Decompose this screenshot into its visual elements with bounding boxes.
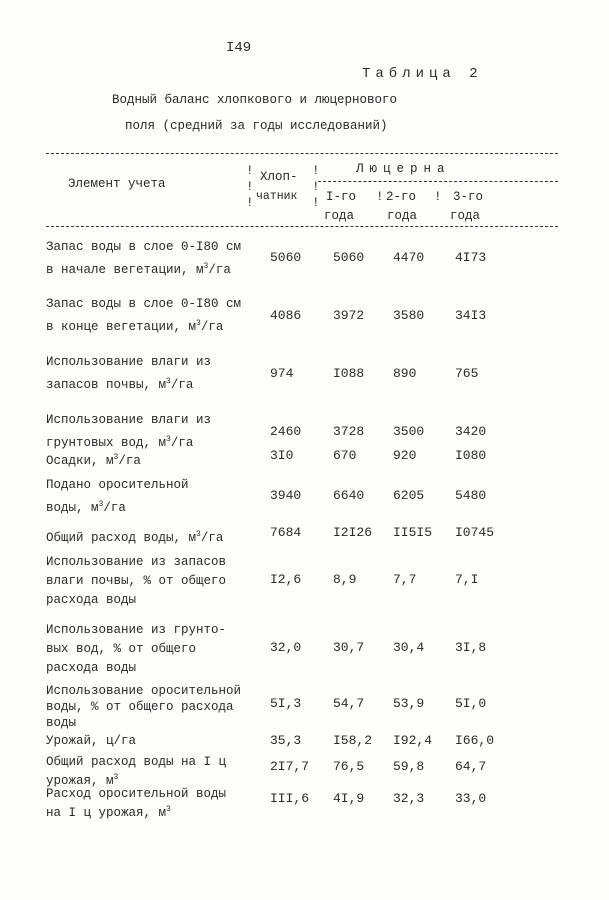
row-label — [46, 525, 223, 548]
row-label-line: воды, $м^3/га$ — [46, 500, 126, 516]
row-value: 7,I — [455, 572, 479, 587]
header-separator: ! — [434, 190, 442, 204]
row-label-line: Общий расход воды, $м^3/га$ — [46, 530, 224, 546]
row-value: 53,9 — [393, 696, 425, 711]
header-cotton-2: чатник — [256, 190, 298, 203]
table-title-line1: Водный баланс хлопкового и люцернового — [112, 93, 398, 107]
row-label-line: Подано оросительной — [46, 478, 189, 492]
row-value: 5I,3 — [270, 696, 302, 711]
row-label — [46, 754, 226, 789]
row-value: 33,0 — [455, 791, 487, 806]
row-label-line: запасов почвы, $м^3/га$ — [46, 377, 194, 393]
row-value: 6205 — [393, 488, 425, 503]
row-value: 35,3 — [270, 733, 302, 748]
row-value: 32,0 — [270, 640, 302, 655]
row-value: 2I7,7 — [270, 759, 310, 774]
row-value: 3500 — [393, 424, 425, 439]
row-label — [46, 553, 226, 610]
row-value: 3580 — [393, 308, 425, 323]
row-label-line: Общий расход воды на I ц — [46, 755, 227, 769]
row-label-line: Запас воды в слое 0-I80 см — [46, 240, 242, 254]
row-label — [46, 683, 241, 731]
row-value: I2,6 — [270, 572, 302, 587]
row-value: 64,7 — [455, 759, 487, 774]
row-label-line: воды, % от общего расхода — [46, 700, 234, 714]
header-element: Элемент учета — [68, 177, 166, 191]
header-cotton-1: Хлоп- — [260, 170, 298, 184]
row-label — [46, 621, 226, 678]
header-top-rule — [46, 153, 558, 154]
row-label — [46, 295, 241, 337]
row-value: 5480 — [455, 488, 487, 503]
row-value: I58,2 — [333, 733, 373, 748]
row-label-line: в конце вегетации, $м^3/га$ — [46, 319, 224, 335]
table-label: Таблица 2 — [362, 66, 483, 82]
row-value: I2I26 — [333, 525, 373, 540]
row-label-line: в начале вегетации, $м^3/га$ — [46, 262, 231, 278]
page-number: I49 — [226, 40, 252, 56]
row-label — [46, 353, 211, 395]
row-value: III,6 — [270, 791, 310, 806]
row-value: 3972 — [333, 308, 365, 323]
row-label-line: на I ц урожая, $м^3$ — [46, 805, 171, 821]
row-label — [46, 733, 136, 749]
row-value: 54,7 — [333, 696, 365, 711]
row-value: 34I3 — [455, 308, 487, 323]
row-value: 30,7 — [333, 640, 365, 655]
row-value: 3I0 — [270, 448, 294, 463]
row-value: I66,0 — [455, 733, 495, 748]
row-value: 32,3 — [393, 791, 425, 806]
header-sub-rule — [318, 181, 558, 182]
header-separator: ! — [376, 190, 384, 204]
row-label-line: Использование оросительной — [46, 684, 242, 698]
row-label-line: расхода воды — [46, 593, 137, 607]
row-value: 3420 — [455, 424, 487, 439]
row-value: I92,4 — [393, 733, 433, 748]
row-label-line: вых вод, % от общего — [46, 642, 197, 656]
header-year1-b: года — [324, 209, 355, 223]
row-value: 4I,9 — [333, 791, 365, 806]
row-value: 3I,8 — [455, 640, 487, 655]
row-label-line: Использование из грунто- — [46, 623, 227, 637]
row-value: 4470 — [393, 250, 425, 265]
header-year3-b: года — [450, 209, 481, 223]
row-label-line: урожая, $м^3$ — [46, 773, 119, 789]
row-label-line: Осадки, $м^3/га$ — [46, 453, 141, 469]
row-value: 2460 — [270, 424, 302, 439]
row-value: 76,5 — [333, 759, 365, 774]
row-value: I080 — [455, 448, 487, 463]
header-year2: 2-го — [386, 190, 417, 204]
row-value: 59,8 — [393, 759, 425, 774]
row-label — [46, 448, 141, 471]
row-label — [46, 238, 241, 280]
row-label — [46, 411, 211, 453]
row-label-line: Запас воды в слое 0-I80 см — [46, 297, 242, 311]
row-value: 5060 — [270, 250, 302, 265]
row-value: I0745 — [455, 525, 495, 540]
row-label-line: расхода воды — [46, 661, 137, 675]
row-value: 7684 — [270, 525, 302, 540]
row-value: II5I5 — [393, 525, 433, 540]
row-label — [46, 786, 226, 821]
row-value: 920 — [393, 448, 417, 463]
header-year1: I-го — [326, 190, 357, 204]
row-label-line: Использование влаги из — [46, 413, 212, 427]
row-value: 890 — [393, 366, 417, 381]
row-label-line: Расход оросительной воды — [46, 787, 227, 801]
row-value: 3940 — [270, 488, 302, 503]
row-label-line: Использование влаги из — [46, 355, 212, 369]
row-value: 5I,0 — [455, 696, 487, 711]
row-value: 30,4 — [393, 640, 425, 655]
header-separator: ! ! ! — [312, 164, 320, 210]
row-value: 4I73 — [455, 250, 487, 265]
row-value: 3728 — [333, 424, 365, 439]
row-label-line: воды — [46, 716, 77, 730]
table-title-line2: поля (средний за годы исследований) — [125, 119, 388, 133]
row-value: 5060 — [333, 250, 365, 265]
header-year2-b: года — [387, 209, 418, 223]
header-alfalfa: Люцерна — [356, 162, 451, 176]
row-value: 974 — [270, 366, 294, 381]
header-year3: 3-го — [453, 190, 484, 204]
row-label — [46, 476, 189, 518]
row-label-line: Урожай, ц/га — [46, 734, 137, 748]
header-bottom-rule — [46, 226, 558, 227]
row-label-line: Использование из запасов — [46, 555, 227, 569]
row-value: 765 — [455, 366, 479, 381]
row-value: I088 — [333, 366, 365, 381]
header-separator: ! ! ! — [246, 164, 254, 210]
row-value: 7,7 — [393, 572, 417, 587]
row-value: 6640 — [333, 488, 365, 503]
row-value: 8,9 — [333, 572, 357, 587]
row-value: 4086 — [270, 308, 302, 323]
row-label-line: грунтовых вод, $м^3/га$ — [46, 435, 194, 451]
row-label-line: влаги почвы, % от общего — [46, 574, 227, 588]
row-value: 670 — [333, 448, 357, 463]
